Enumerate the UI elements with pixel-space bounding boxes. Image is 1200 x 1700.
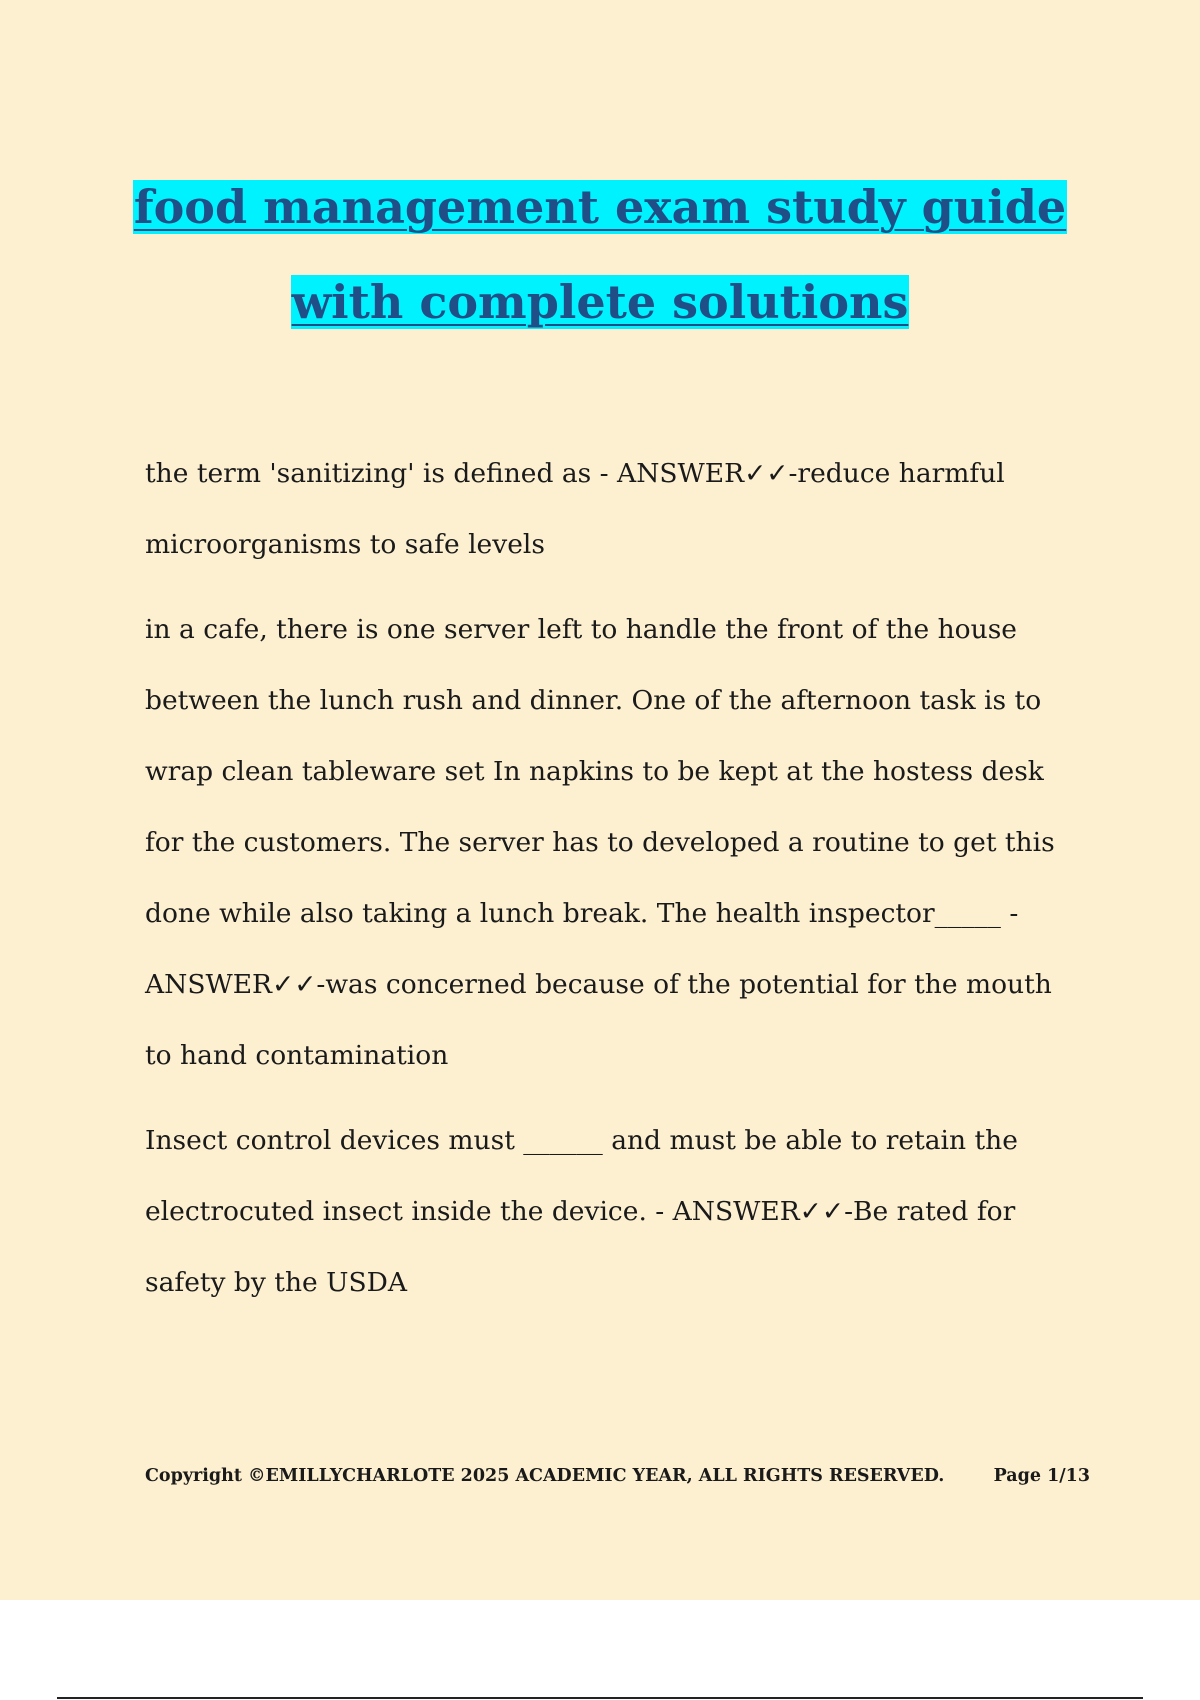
bottom-divider [57, 1697, 1143, 1699]
page-footer [145, 1466, 1090, 1486]
page-number: Page 1/13 [993, 1466, 1090, 1486]
copyright-notice: Copyright ©EMILLYCHARLOTE 2025 ACADEMIC YEAR, ALL RIGHTS RESERVED. [145, 1466, 945, 1486]
question-list [145, 438, 1080, 1332]
document-title [0, 160, 1200, 350]
title-line-2: with complete solutions [291, 275, 909, 329]
question-answer-1: the term 'sanitizing' is defined as - ANSWER✓✓-reduce harmful microorganisms to safe levels [145, 458, 1005, 560]
question-answer-3: Insect control devices must ______ and must be able to retain the electrocuted insect inside the device. - ANSWER✓✓-Be rated for safety by the USDA [145, 1125, 1018, 1298]
question-answer-2: in a cafe, there is one server left to handle the front of the house between the lunch rush and dinner. One of the afternoon task is to wrap clean tableware set In napkins to be kept at the hostess desk for the customers. The server has to developed a routine to get this done while also taking a lunch break. The health inspector_____ - ANSWER✓✓-was concerned because of the potential for the mouth to hand contamination [145, 614, 1055, 1071]
title-line-1: food management exam study guide [133, 180, 1067, 234]
